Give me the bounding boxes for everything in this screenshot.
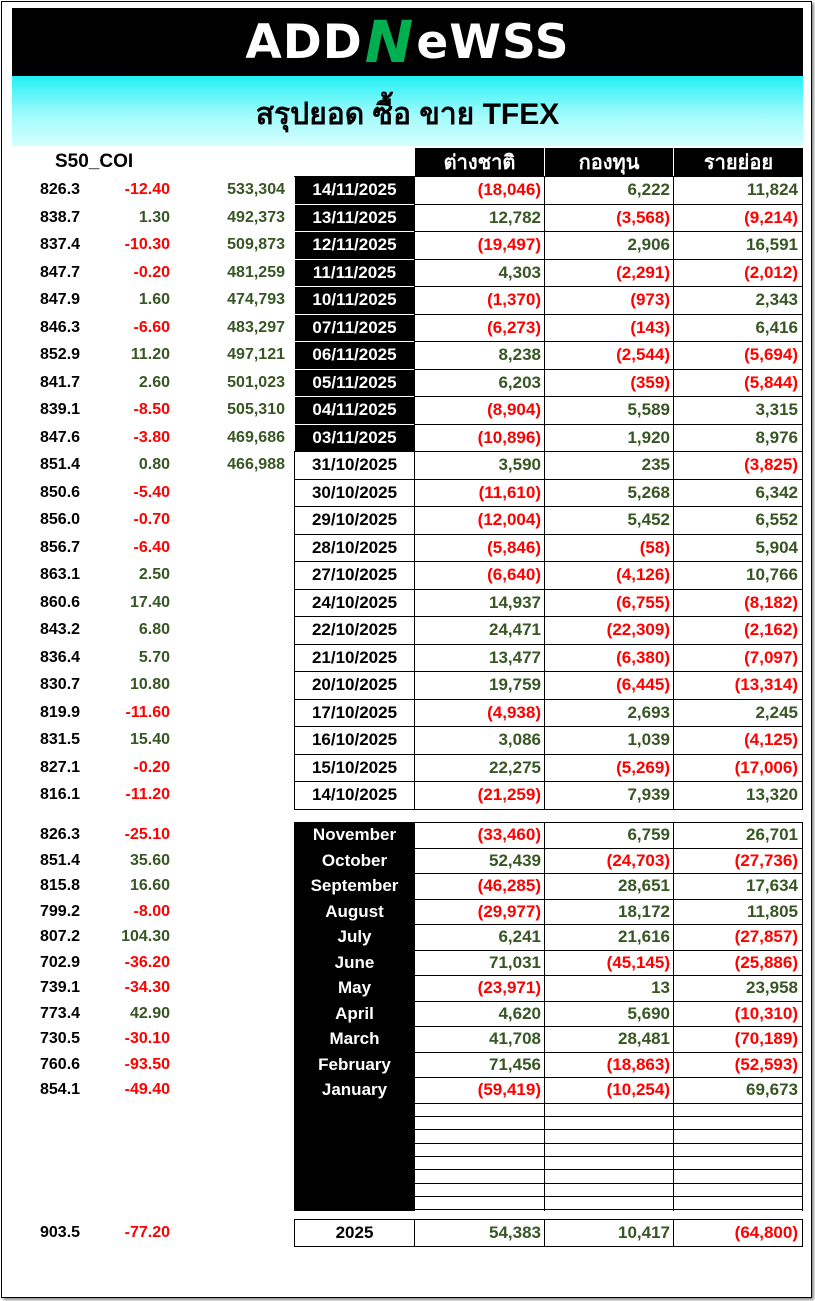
daily-foreign-value: 24,471 xyxy=(489,620,541,639)
daily-foreign-value: (1,370) xyxy=(487,290,541,309)
monthly-index-change: 104.30 xyxy=(121,928,170,945)
daily-retail-value: 6,552 xyxy=(755,510,798,529)
month-label: July xyxy=(337,927,372,946)
daily-grid-line xyxy=(415,204,803,205)
total-foreign-value: 54,383 xyxy=(489,1223,541,1242)
daily-grid-line xyxy=(294,506,803,507)
daily-grid-line xyxy=(415,424,803,425)
daily-grid-line xyxy=(294,479,803,480)
monthly-grid-line xyxy=(294,822,803,823)
daily-date: 11/11/2025 xyxy=(295,260,414,287)
daily-index-change: 10.80 xyxy=(129,676,170,693)
daily-retail-value: (4,125) xyxy=(744,730,798,749)
monthly-index-change: 35.60 xyxy=(129,851,170,869)
daily-institution-value: (359) xyxy=(630,372,670,392)
daily-date: 16/10/2025 xyxy=(295,727,414,754)
daily-institution-value: (4,126) xyxy=(616,565,670,584)
daily-grid-line xyxy=(415,314,803,315)
daily-index-value: 846.3 xyxy=(40,318,81,336)
daily-index-change: -8.50 xyxy=(133,401,170,418)
daily-grid-col xyxy=(544,176,545,809)
daily-retail-value: 6,342 xyxy=(755,482,798,502)
monthly-index-value: 773.4 xyxy=(40,1004,81,1022)
daily-foreign-value: 14,937 xyxy=(489,592,541,612)
daily-date: 30/10/2025 xyxy=(295,480,414,507)
monthly-grid-line xyxy=(415,950,803,951)
daily-index-value: 847.6 xyxy=(40,428,81,446)
monthly-grid-line xyxy=(415,899,803,900)
daily-date: 29/10/2025 xyxy=(295,507,414,534)
col-header-retail: รายย่อย xyxy=(674,148,803,176)
daily-date: 20/10/2025 xyxy=(295,672,414,699)
daily-retail-value: 2,343 xyxy=(755,290,798,309)
daily-index-value: 816.1 xyxy=(40,786,81,803)
daily-foreign-value: 12,782 xyxy=(489,207,541,227)
monthly-institution-value: 28,481 xyxy=(618,1029,670,1048)
daily-index-change: 1.30 xyxy=(138,208,170,226)
daily-retail-value: (13,314) xyxy=(734,675,798,694)
daily-grid-line xyxy=(294,809,803,810)
month-label: January xyxy=(321,1080,388,1099)
daily-institution-value: (5,269) xyxy=(616,757,670,777)
daily-retail-value: 2,245 xyxy=(755,702,798,722)
daily-date: 10/11/2025 xyxy=(295,287,414,314)
daily-grid-line xyxy=(294,616,803,617)
brand-header xyxy=(12,8,803,76)
daily-index-change: -6.40 xyxy=(133,538,170,556)
month-label: May xyxy=(337,978,372,997)
monthly-foreign-value: (59,419) xyxy=(477,1080,541,1099)
daily-institution-value: 235 xyxy=(641,455,670,474)
daily-index-value: 843.2 xyxy=(40,621,81,638)
total-grid-col xyxy=(802,1219,803,1246)
monthly-institution-value: 18,172 xyxy=(618,901,670,921)
daily-retail-value: (9,214) xyxy=(744,207,798,227)
monthly-grid-col xyxy=(414,822,415,1211)
monthly-grid-line xyxy=(415,975,803,976)
daily-coi-value: 501,023 xyxy=(227,373,285,391)
daily-grid-line xyxy=(294,781,803,782)
total-grid-line xyxy=(294,1219,803,1220)
daily-grid-col xyxy=(414,176,415,809)
daily-index-change: -0.70 xyxy=(133,511,170,528)
s50-coi-label: S50_COI xyxy=(55,151,134,172)
daily-index-change: 15.40 xyxy=(129,731,170,748)
monthly-grid-line xyxy=(415,1209,803,1210)
daily-retail-value: 11,824 xyxy=(746,180,798,199)
daily-index-value: 830.7 xyxy=(40,676,81,693)
daily-retail-value: 5,904 xyxy=(755,537,798,557)
daily-index-change: 0.80 xyxy=(138,456,170,473)
daily-foreign-value: 3,590 xyxy=(498,455,541,474)
month-label: August xyxy=(325,901,384,921)
daily-index-value: 851.4 xyxy=(40,456,81,473)
month-label: February xyxy=(318,1054,391,1074)
daily-foreign-value: (21,259) xyxy=(477,785,541,804)
daily-foreign-value: 6,203 xyxy=(498,372,541,392)
daily-retail-value: (8,182) xyxy=(744,592,798,612)
monthly-retail-value: 11,805 xyxy=(746,901,798,921)
monthly-index-change: -49.40 xyxy=(124,1081,170,1098)
page-title-banner xyxy=(12,76,803,146)
daily-index-value: 860.6 xyxy=(40,593,81,611)
logo-text-left: ADD xyxy=(245,14,363,70)
daily-institution-value: 2,693 xyxy=(627,702,670,722)
monthly-index-change: -34.30 xyxy=(124,979,170,996)
daily-index-value: 841.7 xyxy=(40,373,81,391)
monthly-foreign-value: 41,708 xyxy=(489,1029,541,1048)
daily-institution-value: (3,568) xyxy=(616,207,670,227)
monthly-retail-value: (10,310) xyxy=(734,1003,798,1023)
daily-grid-line xyxy=(294,726,803,727)
daily-grid-line xyxy=(294,451,415,452)
monthly-foreign-value: 71,456 xyxy=(489,1054,541,1074)
monthly-grid-line xyxy=(415,1169,803,1170)
daily-coi-value: 509,873 xyxy=(227,236,285,253)
daily-grid-line xyxy=(294,754,803,755)
month-label: September xyxy=(310,876,399,895)
daily-retail-value: (3,825) xyxy=(744,455,798,474)
daily-index-change: 2.50 xyxy=(138,566,170,583)
daily-date: 06/11/2025 xyxy=(295,342,414,369)
daily-foreign-value: (19,497) xyxy=(477,235,541,254)
daily-institution-value: (2,544) xyxy=(616,345,670,364)
total-year-label: 2025 xyxy=(295,1219,414,1246)
monthly-retail-value: 17,634 xyxy=(746,876,798,895)
daily-date: 05/11/2025 xyxy=(295,370,414,397)
daily-foreign-value: (8,904) xyxy=(487,400,541,419)
monthly-institution-value: 21,616 xyxy=(618,927,670,946)
logo-text-right: eWSS xyxy=(416,14,570,70)
monthly-index-change: -8.00 xyxy=(133,902,170,920)
daily-grid-line xyxy=(415,396,803,397)
monthly-foreign-value: (29,977) xyxy=(477,901,541,921)
daily-index-value: 826.3 xyxy=(40,181,81,198)
monthly-index-value: 799.2 xyxy=(40,902,81,920)
daily-date: 14/10/2025 xyxy=(295,782,414,809)
daily-index-value: 839.1 xyxy=(40,401,81,418)
daily-grid-col xyxy=(673,176,674,809)
month-label: October xyxy=(321,850,388,870)
daily-index-change: 5.70 xyxy=(138,648,170,666)
daily-grid-line xyxy=(415,231,803,232)
daily-coi-value: 492,373 xyxy=(227,208,285,226)
daily-coi-value: 533,304 xyxy=(227,181,285,198)
monthly-grid-col xyxy=(802,822,803,1211)
daily-date: 27/10/2025 xyxy=(295,562,414,589)
daily-index-value: 847.9 xyxy=(40,291,81,308)
daily-grid-line xyxy=(294,644,803,645)
monthly-institution-value: 6,759 xyxy=(627,825,670,844)
daily-grid-line xyxy=(294,176,803,177)
daily-index-value: 850.6 xyxy=(40,483,81,501)
daily-foreign-value: 3,086 xyxy=(498,730,541,749)
monthly-grid-col xyxy=(544,822,545,1211)
monthly-grid-line xyxy=(415,1026,803,1027)
daily-index-change: -11.20 xyxy=(125,786,170,803)
monthly-foreign-value: (23,971) xyxy=(477,978,541,997)
daily-foreign-value: 19,759 xyxy=(489,675,541,694)
monthly-grid-line xyxy=(415,1143,803,1144)
daily-foreign-value: 13,477 xyxy=(489,647,541,667)
monthly-grid-col xyxy=(673,822,674,1211)
month-label: November xyxy=(312,825,397,844)
daily-institution-value: (143) xyxy=(630,317,670,337)
daily-foreign-value: 4,303 xyxy=(498,262,541,282)
daily-institution-value: 1,039 xyxy=(627,730,670,749)
total-grid-col xyxy=(544,1219,545,1246)
daily-index-change: 6.80 xyxy=(138,621,170,638)
daily-index-value: 837.4 xyxy=(40,236,81,253)
daily-coi-value: 481,259 xyxy=(227,263,285,281)
monthly-index-change: -93.50 xyxy=(124,1055,170,1073)
daily-index-value: 819.9 xyxy=(40,703,81,721)
daily-institution-value: (6,755) xyxy=(616,592,670,612)
monthly-retail-value: (52,593) xyxy=(734,1054,798,1074)
daily-date: 13/11/2025 xyxy=(295,205,414,232)
logo-n: N xyxy=(364,8,415,76)
daily-grid-line xyxy=(294,671,803,672)
monthly-grid-line xyxy=(415,1129,803,1130)
daily-grid-line xyxy=(415,259,803,260)
daily-institution-value: (6,380) xyxy=(616,647,670,667)
daily-coi-value: 505,310 xyxy=(227,401,285,418)
monthly-grid-line xyxy=(415,873,803,874)
monthly-foreign-value: 71,031 xyxy=(489,952,541,972)
daily-date: 12/11/2025 xyxy=(295,232,414,259)
col-header-institution: กองทุน xyxy=(545,148,673,176)
daily-retail-value: (17,006) xyxy=(734,757,798,777)
daily-institution-value: (22,309) xyxy=(606,620,670,639)
daily-grid-line xyxy=(294,534,803,535)
daily-index-change: -11.60 xyxy=(125,703,170,721)
daily-grid-line xyxy=(415,341,803,342)
daily-foreign-value: (12,004) xyxy=(477,510,541,529)
monthly-grid-line xyxy=(415,924,803,925)
total-grid-col xyxy=(673,1219,674,1246)
daily-institution-value: (973) xyxy=(630,290,670,309)
monthly-retail-value: 69,673 xyxy=(746,1080,798,1099)
daily-grid-col xyxy=(294,451,295,809)
daily-retail-value: 13,320 xyxy=(746,785,798,804)
monthly-index-value: 702.9 xyxy=(40,953,81,971)
monthly-institution-value: (10,254) xyxy=(606,1080,670,1099)
monthly-index-value: 815.8 xyxy=(40,877,81,894)
daily-foreign-value: (6,273) xyxy=(487,317,541,337)
daily-index-change: -10.30 xyxy=(124,236,170,253)
daily-grid-line xyxy=(294,561,803,562)
monthly-grid-line xyxy=(415,848,803,849)
daily-foreign-value: (18,046) xyxy=(477,180,541,199)
daily-foreign-value: 22,275 xyxy=(489,757,541,777)
daily-retail-value: 8,976 xyxy=(755,427,798,447)
daily-index-change: -12.40 xyxy=(124,181,170,198)
daily-retail-value: 3,315 xyxy=(755,400,798,419)
daily-index-change: -0.20 xyxy=(133,263,170,281)
daily-date: 14/11/2025 xyxy=(295,177,414,204)
daily-coi-value: 474,793 xyxy=(227,291,285,308)
monthly-index-value: 760.6 xyxy=(40,1055,81,1073)
daily-index-change: -5.40 xyxy=(133,483,170,501)
daily-index-value: 836.4 xyxy=(40,648,81,666)
daily-institution-value: 1,920 xyxy=(627,427,670,447)
daily-index-value: 852.9 xyxy=(40,346,81,363)
monthly-index-change: 16.60 xyxy=(129,877,170,894)
daily-foreign-value: (6,640) xyxy=(487,565,541,584)
daily-date: 04/11/2025 xyxy=(295,397,414,424)
monthly-index-change: -25.10 xyxy=(124,826,170,843)
daily-coi-value: 483,297 xyxy=(227,318,285,336)
daily-grid-col xyxy=(802,176,803,809)
monthly-grid-line xyxy=(415,1001,803,1002)
monthly-retail-value: (70,189) xyxy=(734,1029,798,1048)
daily-retail-value: (7,097) xyxy=(744,647,798,667)
daily-index-change: -6.60 xyxy=(133,318,170,336)
monthly-retail-value: 26,701 xyxy=(746,825,798,844)
daily-grid-line xyxy=(415,286,803,287)
monthly-grid-line xyxy=(415,1077,803,1078)
daily-date: 17/10/2025 xyxy=(295,700,414,727)
daily-date: 31/10/2025 xyxy=(295,452,414,479)
monthly-index-change: -30.10 xyxy=(124,1030,170,1047)
monthly-grid-line xyxy=(415,1196,803,1197)
daily-institution-value: 2,906 xyxy=(627,235,670,254)
daily-index-value: 856.0 xyxy=(40,511,81,528)
month-label: March xyxy=(329,1029,380,1048)
monthly-foreign-value: 4,620 xyxy=(498,1003,541,1023)
monthly-institution-value: 13 xyxy=(651,978,670,997)
monthly-foreign-value: (46,285) xyxy=(477,876,541,895)
monthly-institution-value: (18,863) xyxy=(606,1054,670,1074)
daily-date: 24/10/2025 xyxy=(295,590,414,617)
daily-coi-value: 466,988 xyxy=(227,456,285,473)
monthly-retail-value: (25,886) xyxy=(734,952,798,972)
daily-index-value: 847.7 xyxy=(40,263,81,281)
monthly-index-value: 730.5 xyxy=(40,1030,81,1047)
monthly-index-value: 851.4 xyxy=(40,851,81,869)
monthly-grid-line xyxy=(415,1156,803,1157)
daily-index-value: 838.7 xyxy=(40,208,81,226)
daily-retail-value: (5,844) xyxy=(744,372,798,392)
daily-coi-value: 497,121 xyxy=(227,346,285,363)
daily-foreign-value: (11,610) xyxy=(478,482,541,502)
daily-date: 07/11/2025 xyxy=(295,315,414,342)
daily-coi-value: 469,686 xyxy=(227,428,285,446)
daily-foreign-value: 8,238 xyxy=(498,345,541,364)
monthly-grid-line xyxy=(415,1103,803,1104)
daily-date: 03/11/2025 xyxy=(295,425,414,452)
daily-date: 15/10/2025 xyxy=(295,755,414,782)
col-header-foreign: ต่างชาติ xyxy=(415,148,544,176)
daily-foreign-value: (4,938) xyxy=(487,702,541,722)
daily-foreign-value: (5,846) xyxy=(487,537,541,557)
daily-retail-value: 6,416 xyxy=(755,317,798,337)
total-index-change: -77.20 xyxy=(124,1224,170,1241)
total-retail-value: (64,800) xyxy=(734,1223,798,1242)
daily-index-value: 863.1 xyxy=(40,566,81,583)
daily-index-change: 11.20 xyxy=(130,346,170,363)
monthly-index-value: 807.2 xyxy=(40,928,81,945)
monthly-institution-value: (24,703) xyxy=(606,850,670,870)
daily-institution-value: 7,939 xyxy=(627,785,670,804)
total-index-value: 903.5 xyxy=(40,1224,81,1241)
month-label: June xyxy=(334,952,375,972)
month-label: April xyxy=(335,1003,374,1023)
monthly-foreign-value: 52,439 xyxy=(489,850,541,870)
monthly-grid-line xyxy=(415,1116,803,1117)
daily-index-change: -0.20 xyxy=(133,758,170,776)
daily-grid-line xyxy=(415,369,803,370)
brand-logo xyxy=(245,8,569,76)
monthly-institution-value: 5,690 xyxy=(627,1003,670,1023)
daily-retail-value: (5,694) xyxy=(744,345,798,364)
daily-foreign-value: (10,896) xyxy=(477,427,541,447)
daily-institution-value: 5,452 xyxy=(627,510,670,529)
daily-institution-value: 6,222 xyxy=(627,180,670,199)
daily-date: 21/10/2025 xyxy=(295,645,414,672)
daily-grid-line xyxy=(294,699,803,700)
monthly-retail-value: 23,958 xyxy=(746,978,798,997)
daily-index-change: 2.60 xyxy=(138,373,170,391)
monthly-institution-value: (45,145) xyxy=(606,952,670,972)
daily-index-change: 17.40 xyxy=(129,593,170,611)
daily-date: 22/10/2025 xyxy=(295,617,414,644)
daily-index-value: 856.7 xyxy=(40,538,81,556)
daily-retail-value: (2,012) xyxy=(744,262,798,282)
daily-index-value: 831.5 xyxy=(40,731,81,748)
monthly-retail-value: (27,736) xyxy=(734,850,798,870)
monthly-index-change: -36.20 xyxy=(124,953,170,971)
total-grid-col xyxy=(414,1219,415,1246)
monthly-grid-line xyxy=(415,1052,803,1053)
daily-index-change: 1.60 xyxy=(138,291,170,308)
monthly-index-change: 42.90 xyxy=(129,1004,170,1022)
monthly-index-value: 826.3 xyxy=(40,826,81,843)
daily-retail-value: (2,162) xyxy=(744,620,798,639)
total-institution-value: 10,417 xyxy=(618,1223,670,1242)
daily-institution-value: (58) xyxy=(639,537,670,557)
total-grid-col xyxy=(294,1219,295,1246)
page-title: สรุปยอด ซื้อ ขาย TFEX xyxy=(255,97,560,131)
daily-date: 28/10/2025 xyxy=(295,535,414,562)
daily-institution-value: (2,291) xyxy=(616,262,670,282)
daily-retail-value: 16,591 xyxy=(746,235,798,254)
daily-institution-value: 5,268 xyxy=(627,482,670,502)
monthly-grid-col xyxy=(294,822,295,1211)
daily-grid-line xyxy=(294,589,803,590)
monthly-foreign-value: 6,241 xyxy=(498,927,541,946)
total-grid-line xyxy=(294,1246,803,1247)
monthly-retail-value: (27,857) xyxy=(734,927,798,946)
monthly-institution-value: 28,651 xyxy=(618,876,670,895)
daily-index-value: 827.1 xyxy=(40,758,81,776)
daily-index-change: -3.80 xyxy=(133,428,170,446)
monthly-grid-line xyxy=(415,1183,803,1184)
monthly-index-value: 739.1 xyxy=(40,979,81,996)
monthly-index-value: 854.1 xyxy=(40,1081,81,1098)
daily-institution-value: (6,445) xyxy=(616,675,670,694)
monthly-foreign-value: (33,460) xyxy=(477,825,541,844)
daily-retail-value: 10,766 xyxy=(746,565,798,584)
daily-institution-value: 5,589 xyxy=(627,400,670,419)
